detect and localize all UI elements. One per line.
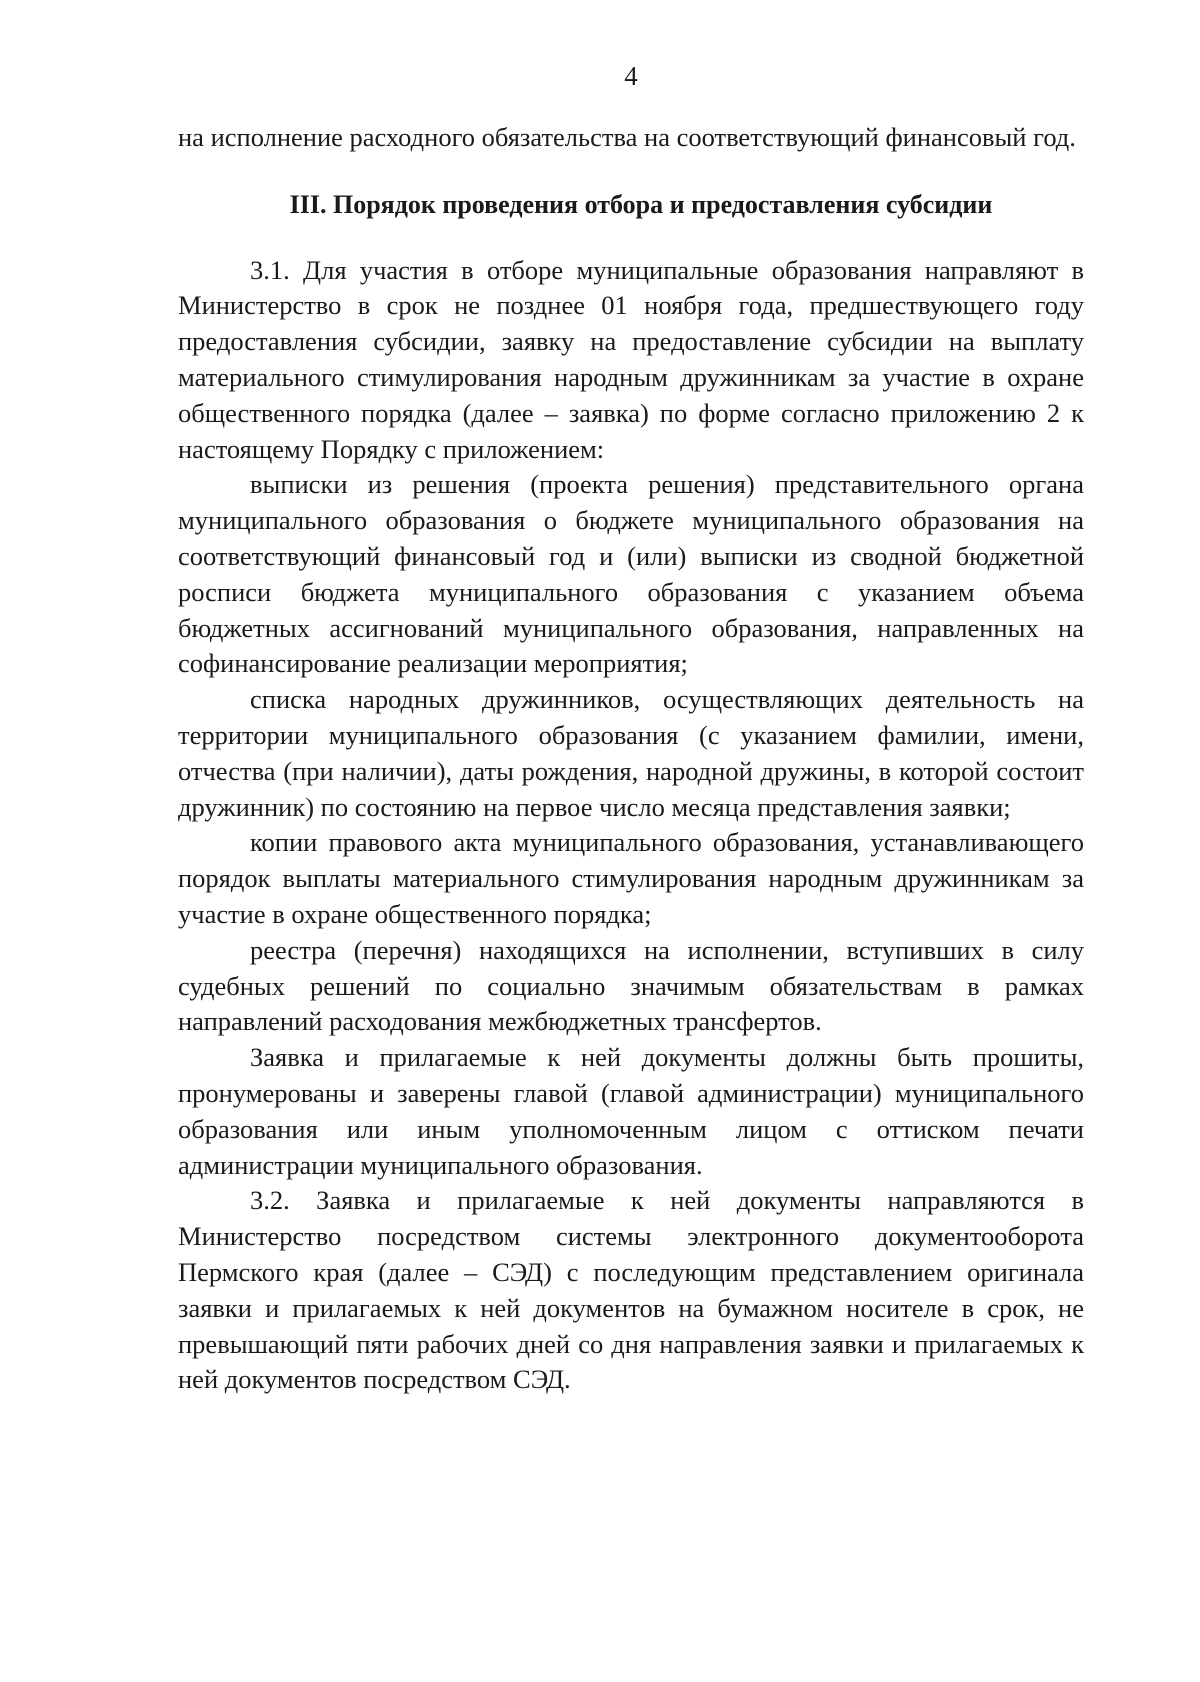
- paragraph-certification: Заявка и прилагаемые к ней документы должны быть прошиты, пронумерованы и заверены главой (главой администрации) муниципального образования или иным уполномоченным лицом с оттиском печати администрации муниципального образования.: [178, 1042, 1084, 1180]
- document-body: [178, 120, 1084, 1398]
- paragraph-continuation: на исполнение расходного обязательства на соответствующий финансовый год.: [178, 122, 1076, 152]
- paragraph-3-2: 3.2. Заявка и прилагаемые к ней документы направляются в Министерство посредством системы электронного документооборота Пермского края (далее – СЭД) с последующим представлением оригинала заявки и прилагаемых к ней документов на бумажном носителе в срок, не превышающий пяти рабочих дней со дня направления заявки и прилагаемых к ней документов посредством СЭД.: [178, 1185, 1084, 1395]
- paragraph-3-1: 3.1. Для участия в отборе муниципальные образования направляют в Министерство в срок не позднее 01 ноября года, предшествующего году предоставления субсидии, заявку на предоставление субсидии на выплату материального стимулирования народным дружинникам за участие в охране общественного порядка (далее – заявка) по форме согласно приложению 2 к настоящему Порядку с приложением:: [178, 254, 1084, 464]
- section-heading: III. Порядок проведения отбора и предоставления субсидии: [289, 189, 993, 219]
- page-number: 4: [624, 61, 638, 91]
- list-item-budget-extract: выписки из решения (проекта решения) представительного органа муниципального образования о бюджете муниципального образования на соответствующий финансовый год и (или) выписки из сводной бюджетной росписи бюджета муниципального образования с указанием объема бюджетных ассигнований муниципального образования, направленных на софинансирование реализации мероприятия;: [178, 469, 1084, 679]
- list-item-court-registry: реестра (перечня) находящихся на исполнении, вступивших в силу судебных решений по социально значимым обязательствам в рамках направлений расходования межбюджетных трансфертов.: [178, 934, 1084, 1037]
- list-item-legal-act-copy: копии правового акта муниципального образования, устанавливающего порядок выплаты материального стимулирования народным дружинникам за участие в охране общественного порядка;: [178, 827, 1084, 929]
- list-item-volunteer-list: списка народных дружинников, осуществляющих деятельность на территории муниципального образования (с указанием фамилии, имени, отчества (при наличии), даты рождения, народной дружины, в которой состоит дружинник) по состоянию на первое число месяца представления заявки;: [178, 684, 1084, 822]
